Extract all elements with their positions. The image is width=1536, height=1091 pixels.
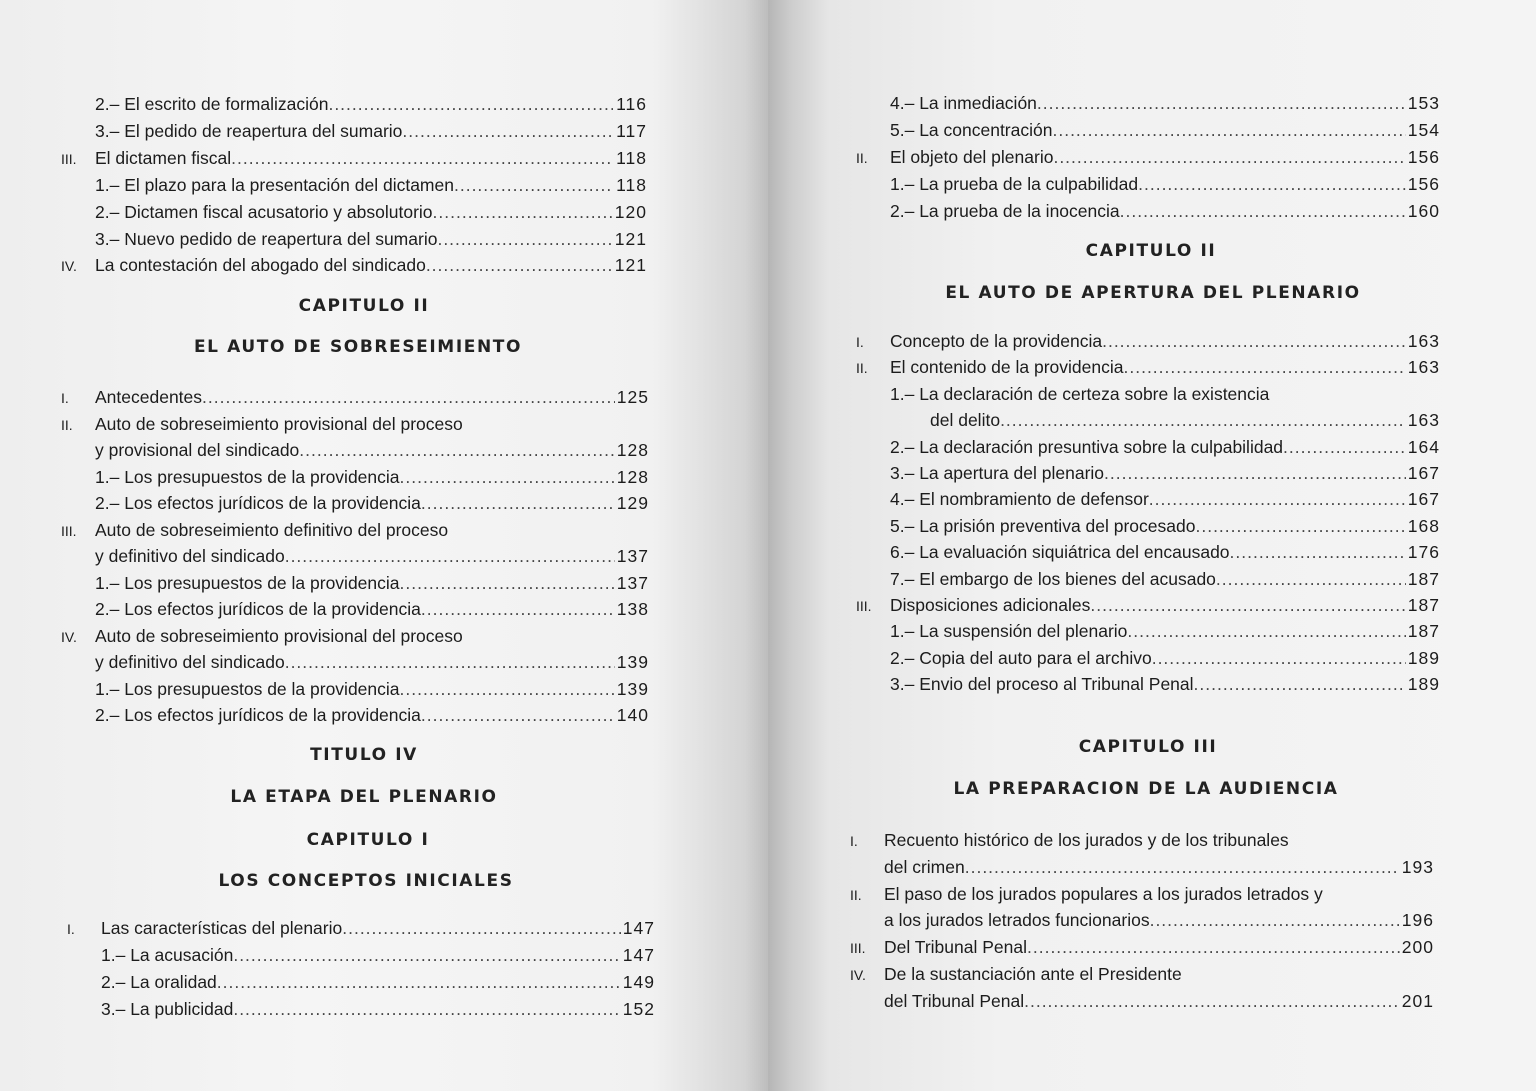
page-number: 167 <box>1407 489 1440 510</box>
entry-label: Auto de sobreseimiento provisional del proceso <box>95 625 463 646</box>
page-number: 139 <box>616 652 649 672</box>
dot-leader <box>233 998 621 1020</box>
toc-subentry <box>856 647 1440 669</box>
entry-numeral: IV. <box>61 628 77 645</box>
dot-leader <box>1027 936 1400 958</box>
page-number: 193 <box>1401 856 1434 877</box>
page-number: 187 <box>1407 595 1440 615</box>
page-number: 200 <box>1401 937 1434 958</box>
entry-label: 7.– El embargo de los bienes del acusado <box>890 568 1216 589</box>
entry-label: 1.– La suspensión del plenario <box>890 621 1128 642</box>
entry-label: De la sustanciación ante el Presidente <box>884 964 1182 984</box>
toc-subentry <box>856 383 1269 405</box>
page-number: 125 <box>616 387 649 407</box>
entry-label: 5.– La concentración <box>890 119 1053 140</box>
page-number: 168 <box>1407 515 1440 536</box>
entry-label: y definitivo del sindicado <box>95 652 285 672</box>
part-subtitle: LA ETAPA DEL PLENARIO <box>230 787 498 807</box>
entry-label: 2.– La prueba de la inocencia <box>890 200 1120 221</box>
dot-leader <box>1090 594 1406 616</box>
entry-label: Disposiciones adicionales <box>890 595 1091 615</box>
toc-subentry <box>856 200 1440 222</box>
entry-numeral: III. <box>856 598 872 614</box>
dot-leader <box>400 466 615 488</box>
toc-entry <box>61 413 463 436</box>
page-number: 201 <box>1401 990 1434 1011</box>
toc-subentry <box>856 673 1440 695</box>
toc-entry <box>61 439 649 461</box>
entry-label: El contenido de la providencia <box>890 357 1124 378</box>
dot-leader <box>965 856 1400 878</box>
entry-numeral: II. <box>61 416 73 433</box>
page-number: 121 <box>614 228 647 249</box>
page-number: 163 <box>1407 331 1440 351</box>
toc-subentry <box>61 678 649 700</box>
page-number: 128 <box>616 466 649 487</box>
toc-subentry <box>856 119 1440 141</box>
entry-numeral: III. <box>850 940 866 957</box>
toc-subentry <box>856 620 1440 642</box>
entry-label: 1.– Los presupuestos de la providencia <box>95 678 400 699</box>
dot-leader <box>1053 146 1406 168</box>
entry-label: 2.– La declaración presuntiva sobre la culpabilidad <box>890 436 1284 457</box>
page-number: 160 <box>1407 200 1440 221</box>
dot-leader <box>1037 92 1406 114</box>
toc-subentry <box>61 228 647 250</box>
toc-subentry <box>856 541 1440 563</box>
toc-entry <box>856 146 1440 169</box>
toc-subentry <box>61 466 649 488</box>
dot-leader <box>421 704 615 726</box>
dot-leader <box>1230 541 1406 563</box>
toc-entry <box>850 990 1434 1012</box>
dot-leader <box>1127 620 1406 642</box>
page-number: 117 <box>616 120 647 141</box>
entry-label: 4.– El nombramiento de defensor <box>890 489 1149 510</box>
entry-label: 1.– Los presupuestos de la providencia <box>95 572 400 593</box>
dot-leader <box>233 944 621 966</box>
dot-leader <box>1024 990 1400 1012</box>
entry-label: a los jurados letrados funcionarios <box>884 910 1150 931</box>
entry-label: 3.– Envio del proceso al Tribunal Penal <box>890 674 1194 695</box>
page-number: 118 <box>616 174 647 195</box>
entry-label: Las características del plenario <box>101 918 343 938</box>
entry-label: y provisional del sindicado <box>95 440 300 460</box>
dot-leader <box>1194 673 1406 695</box>
page-number: 156 <box>1407 173 1440 194</box>
dot-leader <box>217 971 621 993</box>
page-number: 121 <box>614 255 647 276</box>
dot-leader <box>231 147 613 169</box>
page-number: 167 <box>1407 463 1440 483</box>
dot-leader <box>342 917 621 939</box>
dot-leader <box>400 678 615 700</box>
dot-leader <box>1124 356 1407 378</box>
entry-label: 1.– La acusación <box>101 945 234 965</box>
dot-leader <box>1216 568 1406 590</box>
page-number: 140 <box>616 705 649 725</box>
entry-numeral: IV. <box>61 258 77 275</box>
toc-subentry <box>856 92 1440 114</box>
entry-numeral: III. <box>61 150 77 167</box>
page-number: 128 <box>616 440 649 460</box>
toc-entry <box>61 254 647 277</box>
page-number: 187 <box>1407 568 1440 589</box>
dot-leader <box>1283 436 1406 458</box>
toc-entry <box>61 519 448 542</box>
toc-subentry <box>61 93 647 115</box>
toc-subentry <box>61 492 649 514</box>
entry-label: Recuento histórico de los jurados y de los tribunales <box>884 830 1289 850</box>
toc-subentry <box>61 201 647 223</box>
entry-label: 2.– La oralidad <box>101 972 217 992</box>
dot-leader <box>421 598 615 620</box>
page-number: 129 <box>616 493 649 513</box>
entry-numeral: I. <box>850 833 858 849</box>
dot-leader <box>1152 647 1406 669</box>
toc-entry <box>850 936 1434 959</box>
entry-label: 1.– El plazo para la presentación del dictamen <box>95 174 454 195</box>
entry-label: del crimen <box>884 856 965 877</box>
entry-label: 2.– Dictamen fiscal acusatorio y absolutorio <box>95 201 433 222</box>
page-number: 120 <box>614 201 647 222</box>
toc-subentry <box>61 120 647 142</box>
page-number: 139 <box>616 678 649 699</box>
toc-entry <box>61 386 649 409</box>
toc-subentry <box>61 598 649 620</box>
right-page <box>768 0 1536 1091</box>
entry-label: 1.– La declaración de certeza sobre la existencia <box>890 383 1270 404</box>
entry-numeral: I. <box>61 390 69 406</box>
page-number: 163 <box>1407 357 1440 378</box>
toc-entry <box>850 829 1289 852</box>
page-number: 196 <box>1401 910 1434 931</box>
page-number: 189 <box>1407 647 1440 668</box>
toc-entry <box>61 545 649 567</box>
entry-label: y definitivo del sindicado <box>95 546 285 566</box>
chapter-subtitle: EL AUTO DE APERTURA DEL PLENARIO <box>945 283 1361 303</box>
dot-leader <box>299 439 615 461</box>
entry-label: 4.– La inmediación <box>890 93 1037 113</box>
entry-label: 3.– La apertura del plenario <box>890 463 1105 483</box>
page-number: 137 <box>616 572 649 593</box>
chapter-heading: CAPITULO II <box>1085 241 1217 261</box>
chapter-subtitle: EL AUTO DE SOBRESEIMIENTO <box>193 337 523 357</box>
dot-leader <box>1102 330 1406 352</box>
toc-entry <box>850 963 1182 986</box>
page-number: 147 <box>622 945 655 965</box>
toc-subentry <box>61 572 649 594</box>
dot-leader <box>426 254 613 276</box>
dot-leader <box>454 174 613 196</box>
dot-leader <box>433 201 613 223</box>
entry-label: El paso de los jurados populares a los jurados letrados y <box>884 883 1323 904</box>
dot-leader <box>1052 119 1406 141</box>
part-heading: TITULO IV <box>310 745 418 765</box>
entry-label: Del Tribunal Penal <box>884 937 1027 958</box>
entry-label: 3.– El pedido de reapertura del sumario <box>95 120 403 141</box>
entry-label: 3.– Nuevo pedido de reapertura del sumario <box>95 228 438 249</box>
entry-numeral: I. <box>67 921 75 937</box>
dot-leader <box>1120 200 1406 222</box>
entry-label: La contestación del abogado del sindicado <box>95 255 426 276</box>
entry-label: 2.– Copia del auto para el archivo <box>890 647 1152 668</box>
dot-leader <box>1138 173 1406 195</box>
toc-subentry <box>61 174 647 196</box>
page-number: 116 <box>616 94 647 114</box>
toc-subentry <box>856 515 1440 537</box>
entry-label: 2.– El escrito de formalización <box>95 94 329 114</box>
entry-label: 1.– Los presupuestos de la providencia <box>95 466 400 487</box>
toc-entry <box>61 147 647 170</box>
toc-subentry <box>61 704 649 726</box>
chapter-heading: CAPITULO I <box>306 830 430 850</box>
dot-leader <box>421 492 615 514</box>
dot-leader <box>437 228 613 250</box>
entry-label: El dictamen fiscal <box>95 147 232 168</box>
toc-subentry <box>856 568 1440 590</box>
dot-leader <box>402 120 613 142</box>
entry-label: del delito <box>930 410 1001 431</box>
entry-numeral: I. <box>856 334 864 350</box>
chapter-subtitle: LA PREPARACION DE LA AUDIENCIA <box>953 779 1339 799</box>
toc-entry <box>850 883 1323 906</box>
entry-label: Concepto de la providencia <box>890 331 1103 351</box>
toc-subentry <box>67 944 655 966</box>
page-number: 156 <box>1407 146 1440 167</box>
page-number: 118 <box>616 147 647 168</box>
page-number: 154 <box>1407 119 1440 140</box>
entry-label: 2.– Los efectos jurídicos de la providencia <box>95 599 421 619</box>
entry-numeral: II. <box>850 886 862 903</box>
chapter-heading: CAPITULO II <box>298 296 430 316</box>
toc-subentry <box>856 436 1440 458</box>
entry-label: Auto de sobreseimiento definitivo del proceso <box>95 519 449 540</box>
dot-leader <box>328 93 613 115</box>
page-number: 189 <box>1407 674 1440 695</box>
entry-label: 2.– Los efectos jurídicos de la providencia <box>95 493 421 513</box>
toc-subentry <box>856 173 1440 195</box>
toc-entry <box>67 917 655 940</box>
page-number: 164 <box>1407 436 1440 457</box>
toc-entry <box>856 356 1440 379</box>
toc-entry <box>850 856 1434 878</box>
entry-label: 3.– La publicidad <box>101 999 234 1019</box>
entry-label: 6.– La evaluación siquiátrica del encausado <box>890 542 1230 563</box>
entry-numeral: II. <box>856 149 868 166</box>
page-number: 152 <box>622 999 655 1019</box>
page-number: 138 <box>616 599 649 619</box>
toc-entry <box>856 330 1440 353</box>
page-number: 137 <box>616 546 649 566</box>
entry-label: 5.– La prisión preventiva del procesado <box>890 515 1196 536</box>
entry-label: del Tribunal Penal <box>884 990 1025 1011</box>
dot-leader <box>1149 488 1406 510</box>
page-number: 153 <box>1407 93 1440 113</box>
toc-entry <box>61 625 463 648</box>
entry-label: Auto de sobreseimiento provisional del proceso <box>95 413 463 434</box>
toc-entry <box>61 651 649 673</box>
page-number: 163 <box>1407 410 1440 431</box>
dot-leader <box>400 572 615 594</box>
entry-numeral: II. <box>856 360 868 377</box>
page-number: 147 <box>622 918 655 938</box>
toc-subentry <box>67 971 655 993</box>
toc-entry <box>856 594 1440 617</box>
dot-leader <box>1150 909 1400 931</box>
entry-numeral: III. <box>61 522 77 539</box>
dot-leader <box>1195 515 1406 537</box>
dot-leader <box>285 651 615 673</box>
page-number: 149 <box>622 972 655 992</box>
toc-subentry <box>856 488 1440 510</box>
entry-label: Antecedentes <box>95 387 203 407</box>
chapter-subtitle: LOS CONCEPTOS INICIALES <box>218 871 514 891</box>
dot-leader <box>285 545 615 567</box>
entry-numeral: IV. <box>850 967 866 983</box>
right-table-of-contents <box>768 0 1536 1091</box>
dot-leader <box>1104 462 1406 484</box>
page-number: 187 <box>1407 621 1440 642</box>
dot-leader <box>202 386 615 408</box>
toc-entry <box>850 909 1434 931</box>
page-number: 176 <box>1407 542 1440 563</box>
entry-label: 1.– La prueba de la culpabilidad <box>890 173 1139 194</box>
toc-entry <box>856 409 1440 431</box>
toc-subentry <box>67 998 655 1020</box>
entry-label: El objeto del plenario <box>890 146 1054 167</box>
chapter-heading: CAPITULO III <box>1078 737 1218 757</box>
toc-subentry <box>856 462 1440 484</box>
dot-leader <box>1000 409 1406 431</box>
entry-label: 2.– Los efectos jurídicos de la providencia <box>95 705 421 725</box>
